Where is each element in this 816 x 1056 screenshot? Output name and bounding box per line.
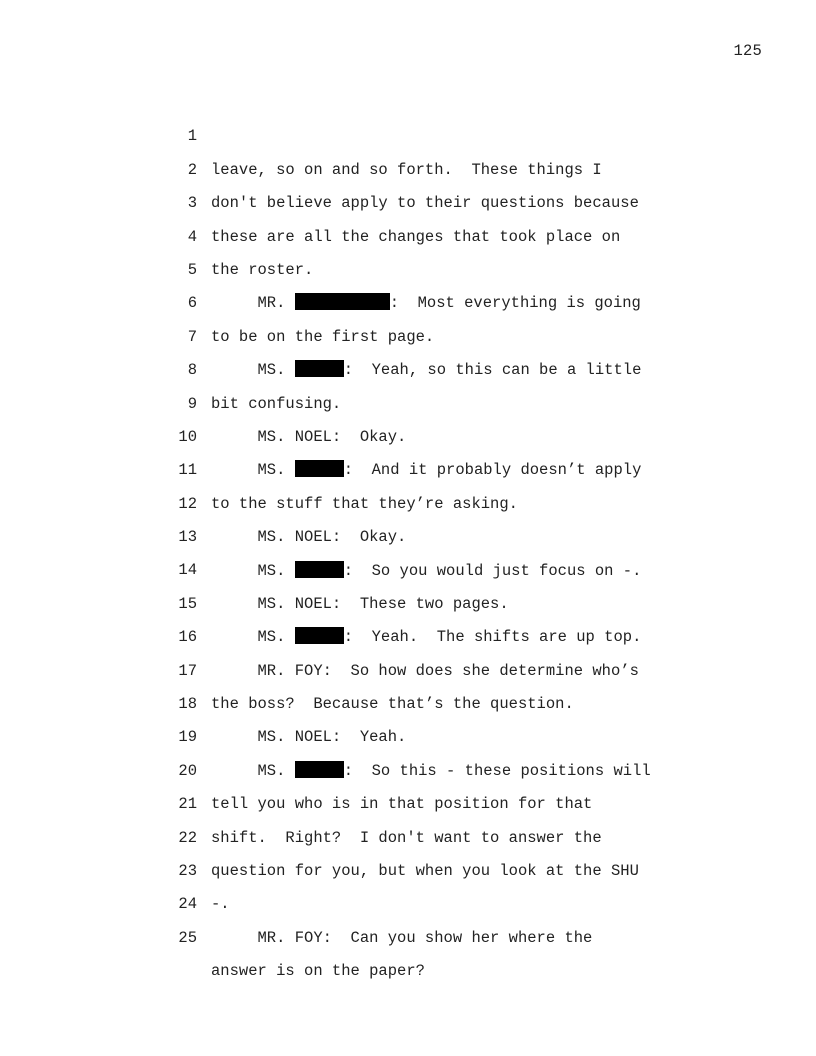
speaker-prefix: MS. (211, 361, 295, 380)
line-number: 17 (178, 661, 197, 680)
line-text: MS. NOEL: Okay. (211, 528, 407, 547)
line-text: these are all the changes that took place on (211, 227, 621, 246)
line-text: MR. FOY: Can you show her where the (211, 928, 593, 947)
line-text: leave, so on and so forth. These things I (211, 160, 602, 179)
line-text: the roster. (211, 260, 314, 279)
line-number: 9 (187, 394, 197, 413)
speech-text: : Most everything is going (389, 294, 641, 313)
line-number: 12 (178, 494, 197, 513)
line-text: the boss? Because that’s the question. (211, 695, 574, 714)
line-number: 22 (178, 828, 197, 847)
line-text: question for you, but when you look at the SHU (211, 862, 639, 881)
transcript-body (0, 87, 816, 981)
line-number: 21 (178, 795, 197, 814)
line-text: bit confusing. (211, 394, 342, 413)
speech-text: : Yeah. The shifts are up top. (343, 628, 642, 647)
speech-text: : So this - these positions will (343, 761, 651, 780)
speech-text: : So you would just focus on -. (343, 561, 642, 580)
line-text: MS. NOEL: These two pages. (211, 594, 509, 613)
speaker-prefix: MS. (211, 628, 295, 647)
line-number: 3 (187, 194, 197, 213)
line-number: 8 (187, 361, 197, 380)
line-number: 1 (187, 127, 197, 146)
line-number: 13 (178, 528, 197, 547)
line-text: MS. NOEL: Yeah. (211, 728, 407, 747)
line-text: don't believe apply to their questions because (211, 194, 639, 213)
speech-text: : Yeah, so this can be a little (343, 361, 642, 380)
line-number: 18 (178, 695, 197, 714)
line-number: 25 (178, 928, 197, 947)
line-text: answer is on the paper? (211, 962, 425, 981)
line-text: tell you who is in that position for that (211, 795, 593, 814)
line-number: 23 (178, 862, 197, 880)
line-number: 20 (178, 761, 197, 780)
line-number: 10 (178, 427, 197, 446)
speaker-prefix: MR. (211, 294, 295, 313)
line-number: 4 (187, 227, 197, 246)
line-number: 5 (187, 260, 197, 279)
line-text: MS. NOEL: Okay. (211, 427, 407, 446)
speaker-prefix: MS. (211, 561, 295, 580)
line-text: to the stuff that they’re asking. (211, 494, 518, 513)
speech-text: : And it probably doesn’t apply (343, 461, 642, 480)
line-text: to be on the first page. (211, 327, 435, 346)
line-number: 6 (187, 294, 197, 313)
line-number: 11 (178, 461, 197, 480)
transcript-line (0, 87, 816, 179)
line-number: 16 (178, 628, 197, 647)
line-number: 7 (187, 327, 197, 346)
line-number: 19 (178, 728, 197, 747)
speaker-prefix: MS. (211, 461, 295, 480)
line-number: 2 (187, 160, 197, 179)
page-number: 125 (733, 42, 762, 60)
line-text: MR. FOY: So how does she determine who’s (211, 661, 639, 680)
speaker-prefix: MS. (211, 761, 295, 780)
line-text: shift. Right? I don't want to answer the (211, 828, 602, 847)
line-number: 24 (178, 895, 197, 914)
line-number: 14 (178, 561, 197, 580)
line-number: 15 (178, 594, 197, 613)
line-text: -. (211, 895, 230, 914)
